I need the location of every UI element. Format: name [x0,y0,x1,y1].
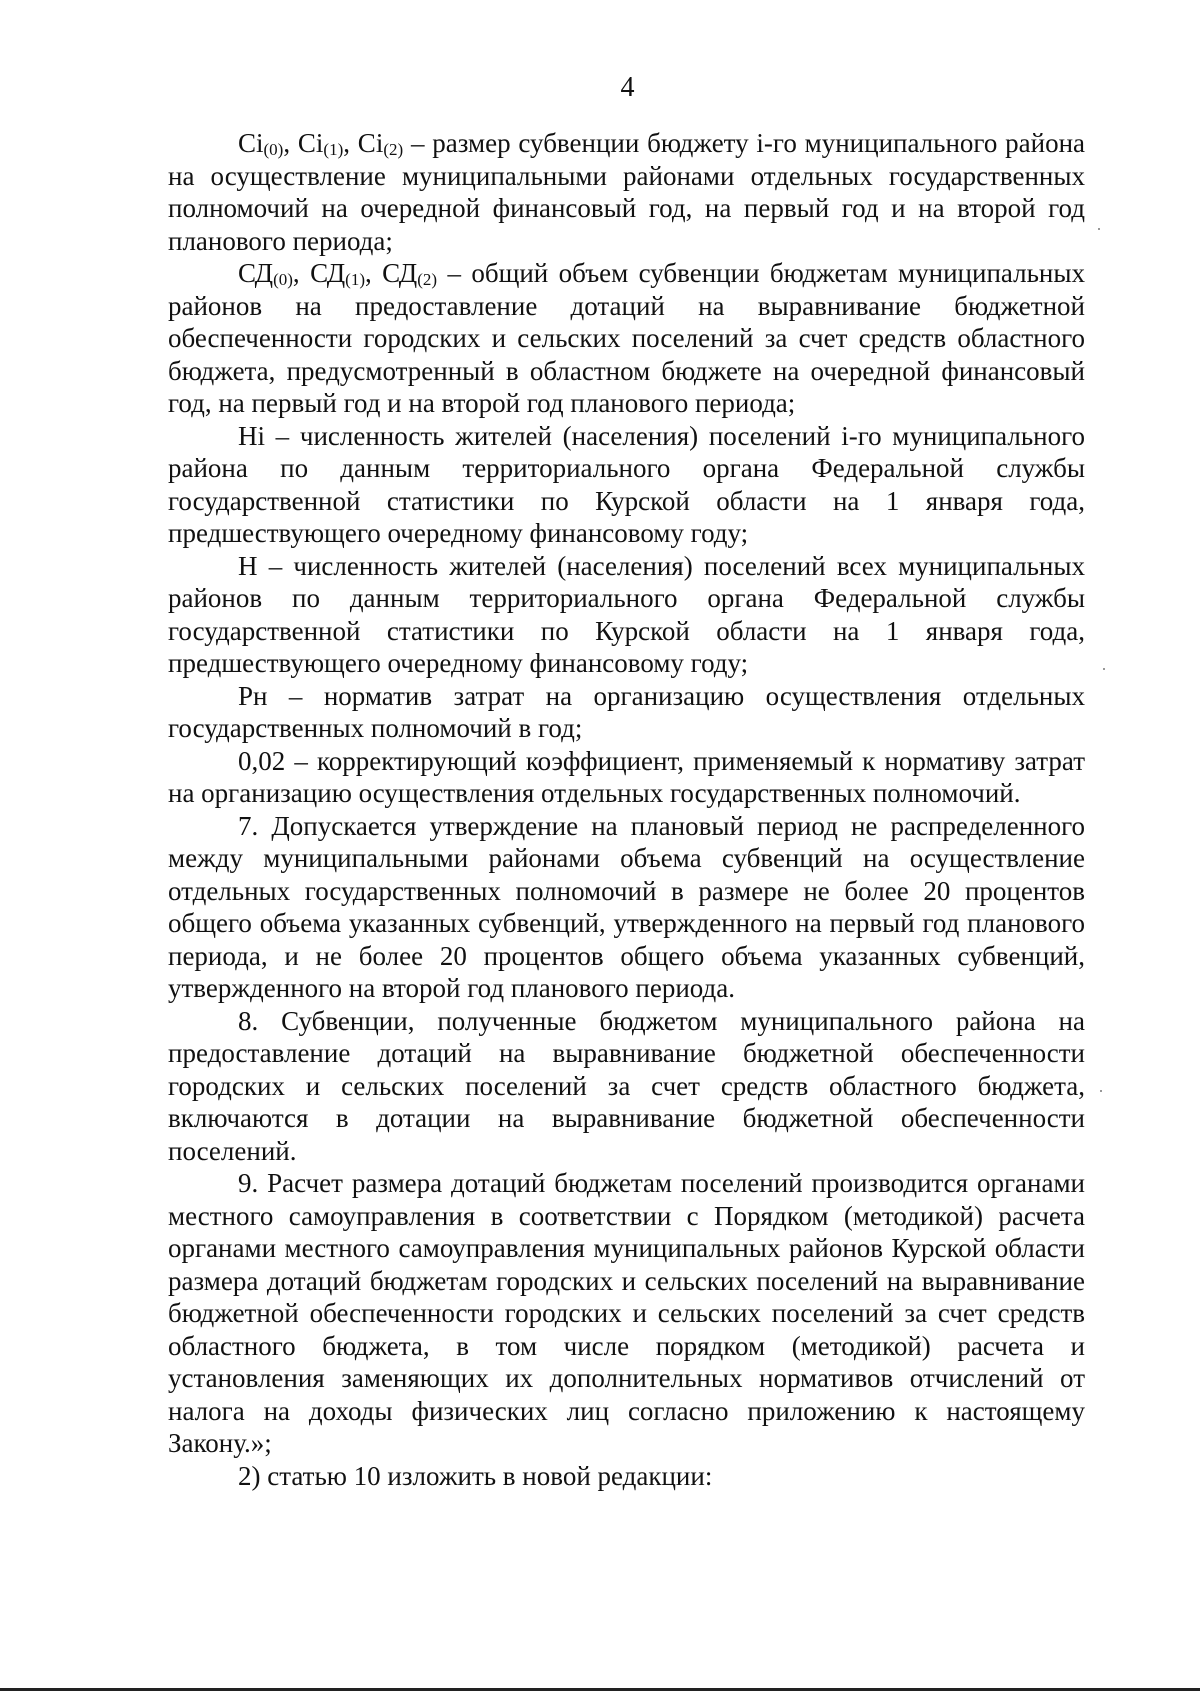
scan-speck [1103,668,1105,670]
subscript: (0) [263,140,284,159]
paragraph-h-definition: Н – численность жителей (населения) поселений всех муниципальных районов по данным территориального органа Федеральной службы государственной статистики по Курской области на 1 января года, предшествующего очередному финансовому году; [168,550,1085,678]
paragraph-item-7: 7. Допускается утверждение на плановый период не распределенного между муниципальными районами объема субвенций на осуществление отдельных государственных полномочий в размере не более 20 процентов общего объема указанных субвенций, утвержденного на первый год планового периода, и не более 20 процентов общего объема указанных субвенций, утвержденного на второй год планового периода. [168,810,1085,1003]
text-segment: , Ci [283,128,324,158]
scan-bottom-edge [0,1688,1200,1691]
paragraph-item-8: 8. Субвенции, полученные бюджетом муниципального района на предоставление дотаций на выравнивание бюджетной обеспеченности городских и сельских поселений за счет средств областного бюджета, включаются в дотации на выравнивание бюджетной обеспеченности поселений. [168,1005,1085,1166]
paragraph-ci-definition [168,127,1085,257]
text-segment: СД [238,258,274,288]
scan-speck [1098,228,1100,230]
paragraph-rn-definition: Рн – норматив затрат на организацию осуществления отдельных государственных полномочий в год; [168,680,1085,743]
subscript: (1) [345,270,365,289]
paragraph-item-9: 9. Расчет размера дотаций бюджетам поселений производится органами местного самоуправления в соответствии с Порядком (методикой) расчета органами местного самоуправления муниципальных районов Курской области размера дотаций бюджетам городских и сельских поселений на выравнивание бюджетной обеспеченности городских и сельских поселений за счет средств областного бюджета, в том числе порядком (методикой) расчета и установления заменяющих их дополнительных нормативов отчислений от налога на доходы физических лиц согласно приложению к настоящему Закону.»; [168,1168,1085,1458]
paragraph-article-10-intro: 2) статью 10 изложить в новой редакции: [238,1460,713,1491]
text-segment: Ci [238,128,264,158]
text-segment: , Ci [343,128,384,158]
text-segment: , СД [364,258,418,288]
text-segment: , СД [292,258,346,288]
subscript: (2) [383,140,404,159]
text-segment: – общий объем субвенции бюджетам муниципальных районов на предоставление дотаций на выравнивание бюджетной обеспеченности городских и сельских поселений за счет средств областного бюджета, предусмотренный в областном бюджете на очередной финансовый год, на первый год и на второй год планового периода; [168,258,1085,418]
document-body [168,127,1085,1492]
subscript: (1) [323,140,344,159]
subscript: (2) [417,270,438,289]
scan-speck [1100,1090,1102,1092]
paragraph-coefficient-definition: 0,02 – корректирующий коэффициент, применяемый к нормативу затрат на организацию осуществления отдельных государственных полномочий. [168,745,1085,808]
paragraph-hi-definition: Hi – численность жителей (населения) поселений i-го муниципального района по данным территориального органа Федеральной службы государственной статистики по Курской области на 1 января года, предшествующего очередному финансовому году; [168,420,1085,548]
page-number: 4 [620,72,635,103]
text-segment: – размер субвенции бюджету i-го муниципального района на осуществление муниципальными районами отдельных государственных полномочий на очередной финансовый год, на первый год и на второй год планового периода; [168,128,1086,256]
paragraph-sd-definition [168,257,1085,420]
subscript: (0) [273,270,293,289]
